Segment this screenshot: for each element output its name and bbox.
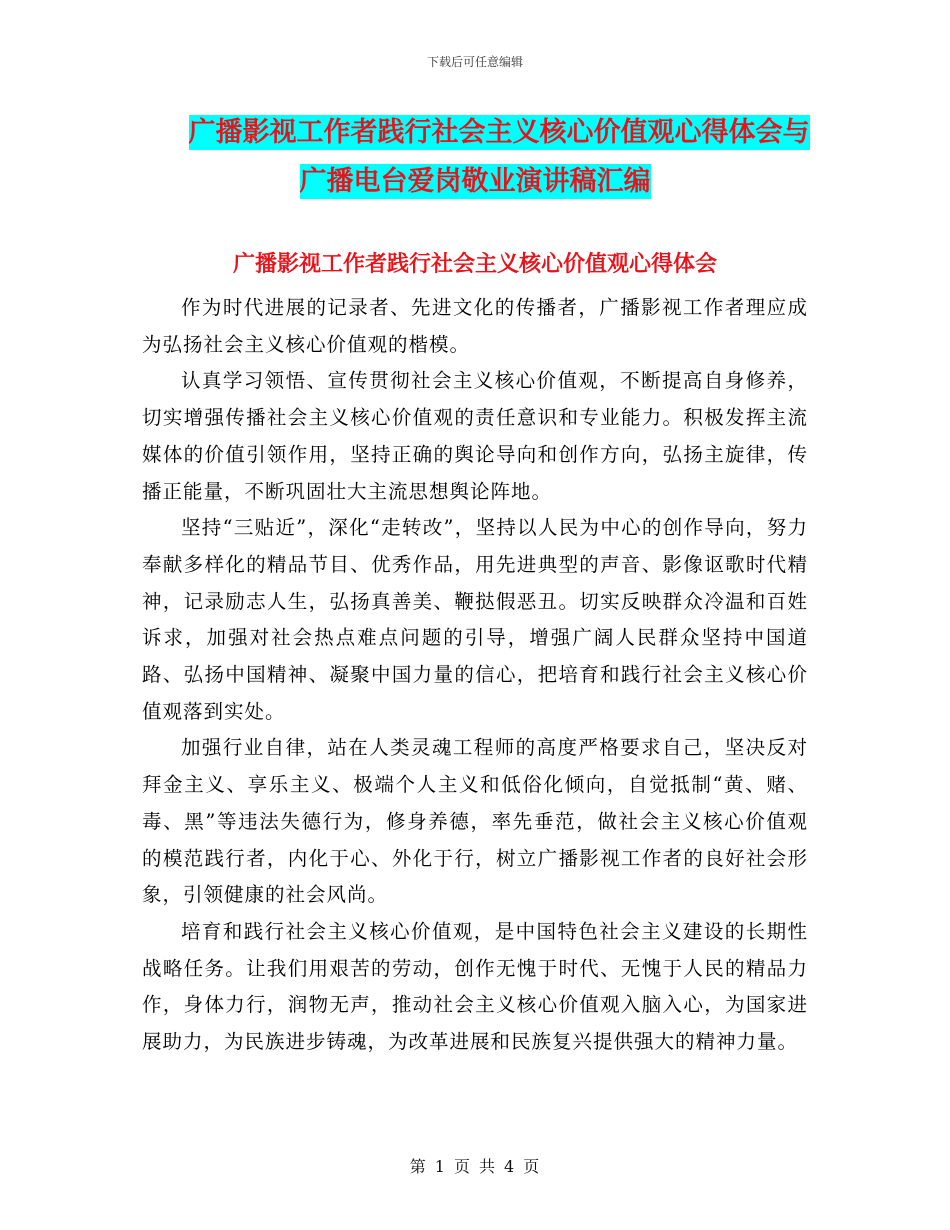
document-title-line-2-text: 广播电台爱岗敬业演讲稿汇编 (299, 166, 651, 197)
section-title: 广播影视工作者践行社会主义核心价值观心得体会 (232, 251, 717, 277)
document-title-line-2 (0, 157, 950, 206)
footer-mid: 页 (453, 1157, 471, 1176)
body-paragraph-1: 作为时代进展的记录者、先进文化的传播者，广播影视工作者理应成为弘扬社会主义核心价值观的楷模。 (142, 296, 808, 356)
body-paragraph-5: 培育和践行社会主义核心价值观，是中国特色社会主义建设的长期性战略任务。让我们用艰苦的劳动，创作无愧于时代、无愧于人民的精品力作，身体力行，润物无声，推动社会主义核心价值观入脑入心，为国家进展助力，为民族进步铸魂，为改革进展和民族复兴提供强大的精神力量。 (142, 919, 808, 1054)
body-paragraph-3: 坚持“三贴近”，深化“走转改”，坚持以人民为中心的创作导向，努力奉献多样化的精品节目、优秀作品，用先进典型的声音、影像讴歌时代精神，记录励志人生，弘扬真善美、鞭挞假恶丑。切实反映群众冷温和百姓诉求，加强对社会热点难点问题的引导，增强广阔人民群众坚持中国道路、弘扬中国精神、凝聚中国力量的信心，把培育和践行社会主义核心价值观落到实处。 (142, 516, 808, 723)
footer-total-prefix: 共 (479, 1157, 497, 1176)
footer-prefix: 第 (409, 1157, 427, 1176)
footer-current-page: 1 (434, 1157, 446, 1176)
document-title (0, 108, 950, 206)
body-paragraph-4: 加强行业自律，站在人类灵魂工程师的高度严格要求自己，坚决反对拜金主义、享乐主义、极端个人主义和低俗化倾向，自觉抵制“黄、赌、毒、黑”等违法失德行为，修身养德，率先垂范，做社会主义核心价值观的模范践行者，内化于心、外化于行，树立广播影视工作者的良好社会形象，引领健康的社会风尚。 (142, 736, 808, 907)
body-paragraph-2: 认真学习领悟、宣传贯彻社会主义核心价值观，不断提高自身修养，切实增强传播社会主义核心价值观的责任意识和专业能力。积极发挥主流媒体的价值引领作用，坚持正确的舆论导向和创作方向，弘扬主旋律，传播正能量，不断巩固壮大主流思想舆论阵地。 (142, 369, 808, 503)
page-header-note: 下载后可任意编辑 (426, 55, 523, 69)
page-footer (0, 1154, 950, 1177)
footer-suffix: 页 (523, 1157, 541, 1176)
document-body (142, 290, 808, 1061)
footer-total-pages: 4 (504, 1157, 516, 1176)
document-title-line-1 (0, 108, 950, 157)
document-title-line-1-text: 广播影视工作者践行社会主义核心价值观心得体会与 (188, 117, 810, 148)
